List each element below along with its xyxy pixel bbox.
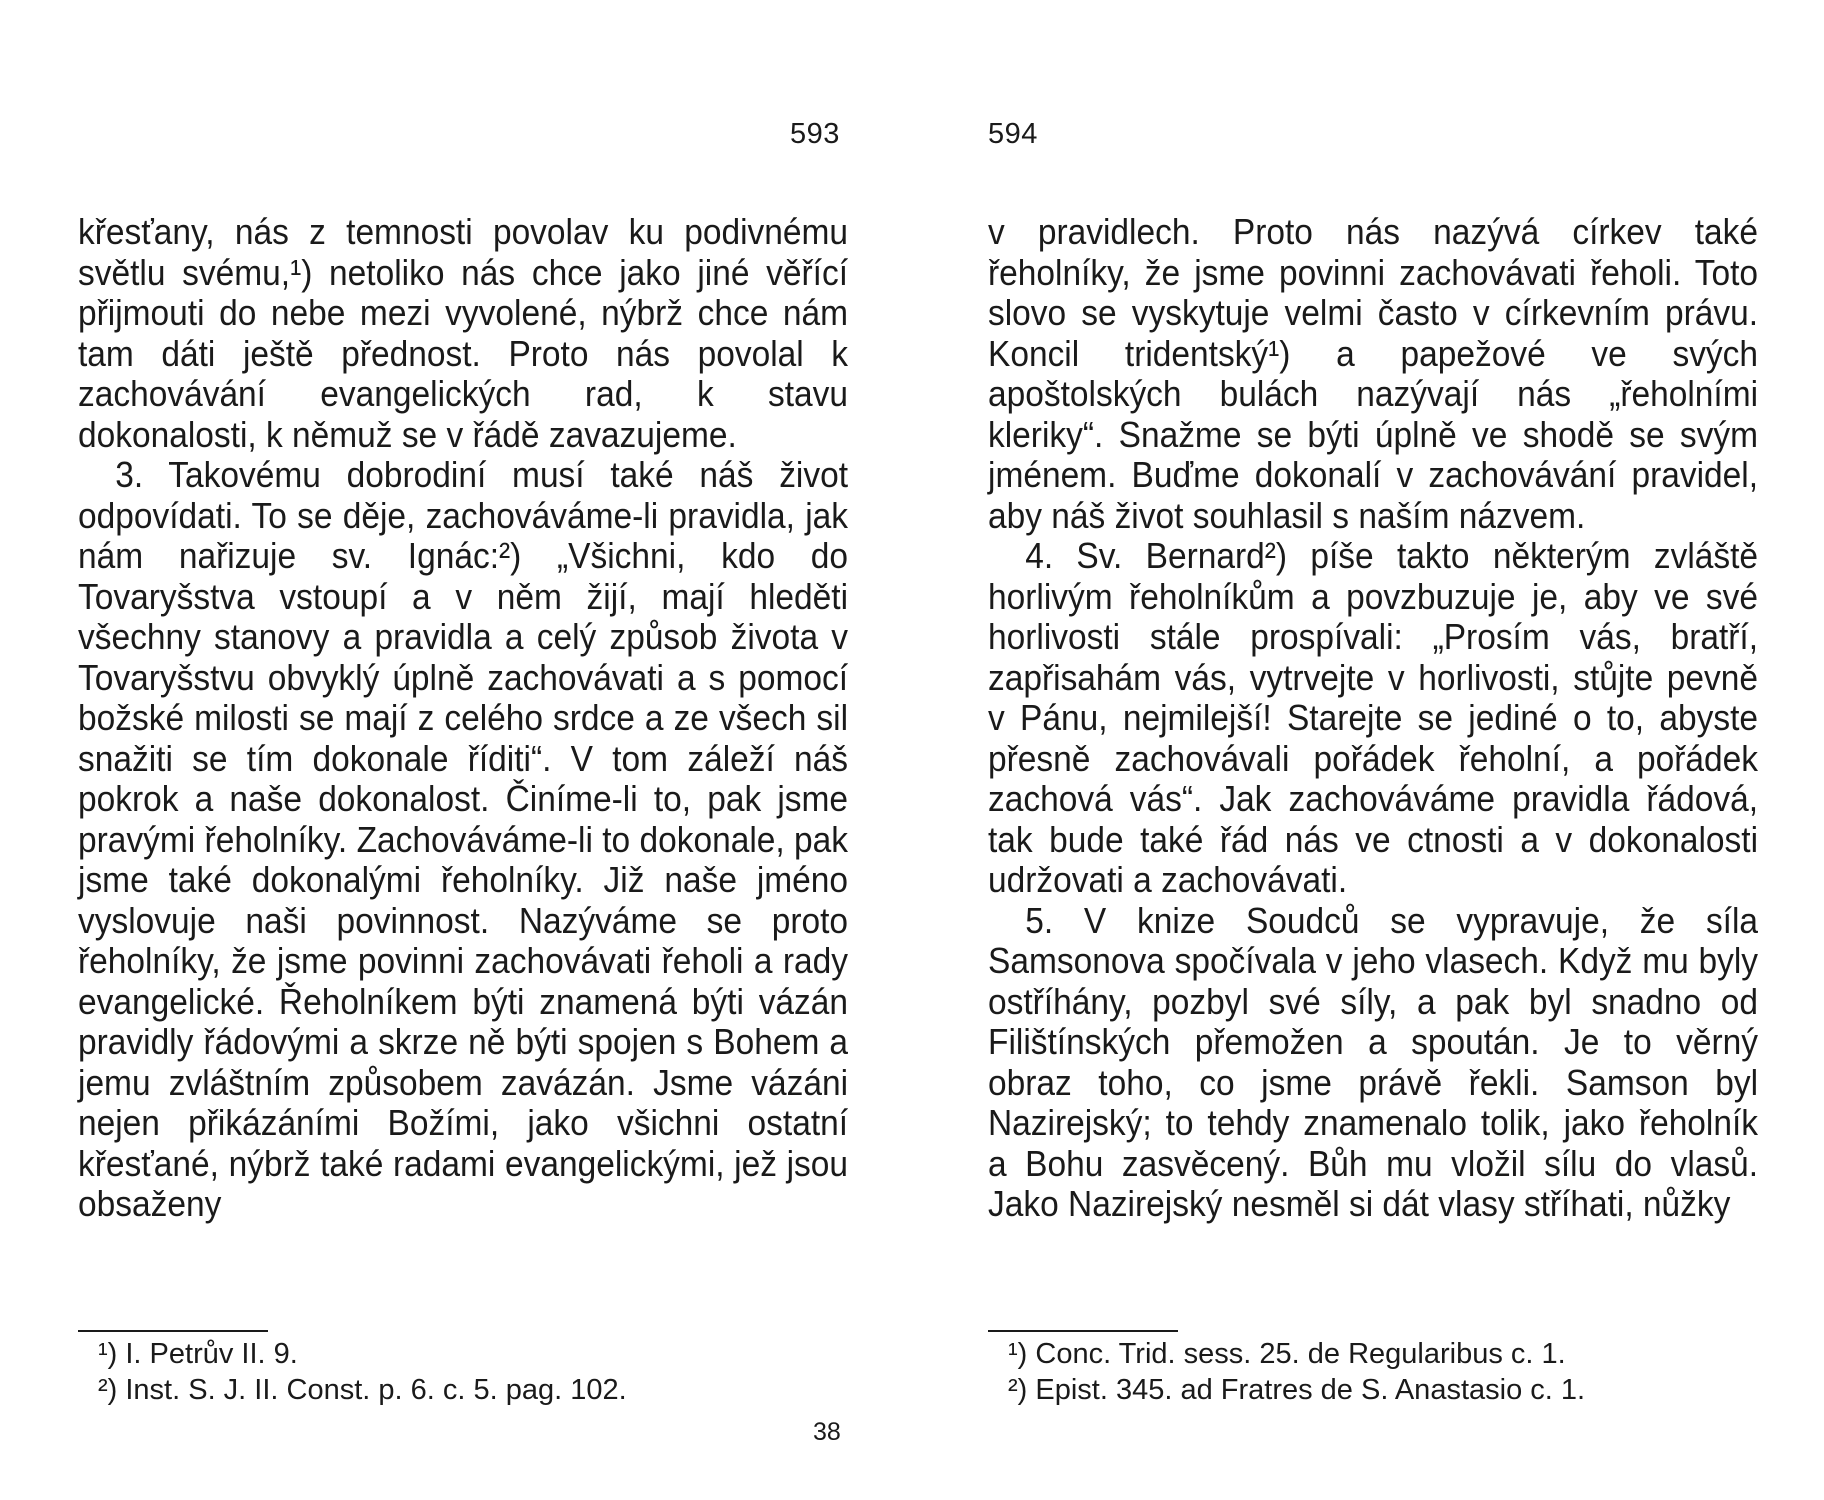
footnote-rule [78, 1330, 268, 1332]
right-page [988, 0, 1758, 1500]
footnote-rule [988, 1330, 1178, 1332]
paragraph: 5. V knize Soudců se vypravuje, že síla Samsonova spočívala v jeho vlasech. Když mu byly ostříhány, pozbyl své síly, a pak byl snadno od Filištínských přemožen a spoután. Je to věrný obraz toho, co jsme právě řekli. Samson byl Nazirejský; to tehdy znamenalo tolik, jako řeholník a Bohu zasvěcený. Bůh mu vložil sílu do vlasů. Jako Nazirejský nesměl si dát vlasy stříhati, nůžky [988, 899, 1759, 1224]
paragraph: 3. Takovému dobrodiní musí také náš život odpovídati. To se děje, zachováváme-li pravidla, jak nám nařizuje sv. Ignác:²) „Všichni, kdo do Tovaryšstva vstoupí a v něm žijí, mají hleděti všechny stanovy a pravidla a celý způsob života v Tovaryšstvu obvyklý úplně zachovávati a s pomocí božské milosti se mají z celého srdce a ze všech sil snažiti se tím dokonale říditi“. V tom záleží náš pokrok a naše dokonalost. Činíme-li to, pak jsme pravými řeholníky. Zachováváme-li to dokonale, pak jsme také dokonalými řeholníky. Již naše jméno vyslovuje naši povinnost. Nazýváme se proto řeholníky, že jsme povinni zachovávati řeholi a rady evangelické. Řeholníkem býti znamená býti vázán pravidly řádovými a skrze ně býti spojen s Bohem a jemu zvláštním způsobem zavázán. Jsme vázáni nejen přikázáními Božími, jako všichni ostatní křesťané, nýbrž také radami evangelickými, jež jsou obsaženy [78, 454, 849, 1224]
footnote: ¹) I. Petrův II. 9. [98, 1338, 298, 1370]
footnote: ²) Inst. S. J. II. Const. p. 6. c. 5. pag. 102. [98, 1374, 627, 1406]
paragraph: 4. Sv. Bernard²) píše takto některým zvláště horlivým řeholníkům a povzbuzuje je, aby ve své horlivosti stále prospívali: „Prosím vás, bratří, zapřisahám vás, vytrvejte v horlivosti, stůjte pevně v Pánu, nejmilejší! Starejte se jediné o to, abyste přesně zachovávali pořádek řeholní, a pořádek zachová vás“. Jak zachováváme pravidla řádová, tak bude také řád nás ve ctnosti a v dokonalosti udržovati a zachovávati. [988, 535, 1759, 900]
footnote: ¹) Conc. Trid. sess. 25. de Regularibus c. 1. [1008, 1338, 1566, 1370]
paragraph: křesťany, nás z temnosti povolav ku podivnému světlu svému,¹) netoliko nás chce jako jiné věřící přijmouti do nebe mezi vyvolené, nýbrž chce nám tam dáti ještě přednost. Proto nás povolal k zachovávání evangelických rad, k stavu dokonalosti, k němuž se v řádě zavazujeme. [78, 211, 849, 455]
footnote: ²) Epist. 345. ad Fratres de S. Anastasio c. 1. [1008, 1374, 1586, 1406]
paragraph: v pravidlech. Proto nás nazývá církev také řeholníky, že jsme povinni zachovávati řeholi. Toto slovo se vyskytuje velmi často v církevním právu. Koncil tridentský¹) a papežové ve svých apoštolských bulách nazývají nás „řeholními kleriky“. Snažme se býti úplně ve shodě se svým jménem. Buďme dokonalí v zachovávání pravidel, aby náš život souhlasil s naším názvem. [988, 211, 1759, 536]
left-page [78, 0, 848, 1500]
page-body [988, 212, 1758, 1225]
signature-mark: 38 [813, 1418, 841, 1446]
page-number: 594 [988, 118, 1038, 150]
page-number: 593 [790, 118, 840, 150]
page-body [78, 212, 848, 1225]
footnotes [98, 1336, 627, 1408]
footnotes [1008, 1336, 1585, 1408]
